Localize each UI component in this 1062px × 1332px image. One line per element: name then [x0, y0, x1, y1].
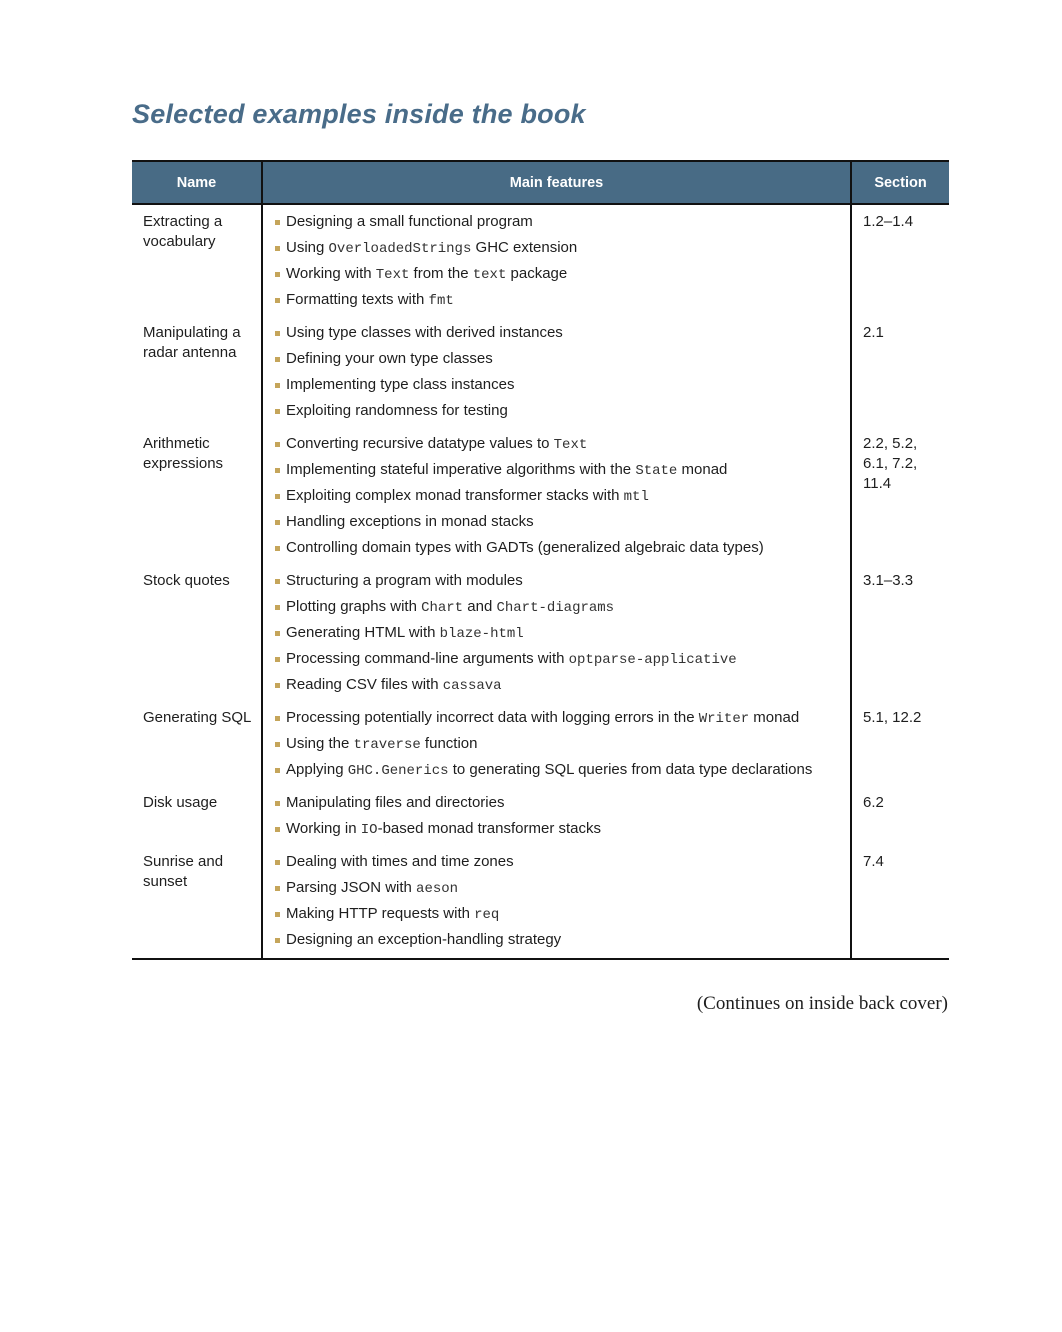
feature-text: Controlling domain types with GADTs (generalized algebraic data types): [286, 539, 764, 556]
table-row: [132, 427, 949, 564]
section-ref: 1.2–1.4: [851, 204, 949, 316]
feature-item: [275, 675, 846, 695]
feature-item: [275, 571, 846, 597]
feature-text: Reading CSV files with: [286, 676, 443, 693]
feature-item: [275, 401, 846, 421]
table-row: [132, 845, 949, 959]
feature-list: [275, 708, 846, 780]
feature-list: [275, 571, 846, 695]
code-term: Text: [375, 267, 410, 283]
feature-item: [275, 793, 846, 819]
section-ref: 2.2, 5.2, 6.1, 7.2, 11.4: [851, 427, 949, 564]
feature-text: monad: [749, 709, 800, 726]
feature-list: [275, 323, 846, 421]
feature-text: Defining your own type classes: [286, 350, 493, 367]
feature-item: [275, 734, 846, 760]
feature-text: Working in: [286, 820, 361, 837]
section-ref: 6.2: [851, 786, 949, 845]
feature-item: [275, 597, 846, 623]
code-term: Text: [553, 437, 588, 453]
feature-item: [275, 349, 846, 375]
feature-text: Dealing with times and time zones: [286, 853, 514, 870]
feature-text: Designing a small functional program: [286, 213, 533, 230]
feature-text: and: [463, 598, 497, 615]
feature-text: -based monad transformer stacks: [377, 820, 602, 837]
code-term: req: [474, 907, 500, 923]
code-term: blaze-html: [439, 626, 524, 642]
header-main-features: Main features: [262, 161, 851, 204]
feature-item: [275, 819, 846, 839]
feature-item: [275, 375, 846, 401]
header-section: Section: [851, 161, 949, 204]
code-term: cassava: [442, 678, 502, 694]
feature-text: to generating SQL queries from data type declarations: [448, 761, 813, 778]
feature-item: [275, 708, 846, 734]
feature-list: [275, 793, 846, 839]
code-term: IO: [360, 822, 378, 838]
table-row: [132, 204, 949, 316]
feature-text: monad: [677, 461, 728, 478]
feature-item: [275, 760, 846, 780]
example-name: Stock quotes: [143, 572, 230, 589]
feature-text: GHC extension: [471, 239, 578, 256]
feature-item: [275, 930, 846, 950]
feature-text: package: [506, 265, 568, 282]
feature-item: [275, 538, 846, 558]
feature-text: Structuring a program with modules: [286, 572, 523, 589]
code-term: mtl: [623, 489, 649, 505]
feature-list: [275, 852, 846, 950]
feature-text: Processing command-line arguments with: [286, 650, 569, 667]
example-name: Extracting a vocabulary: [143, 213, 223, 250]
examples-table: [132, 160, 949, 960]
continues-note: (Continues on inside back cover): [696, 993, 948, 1014]
code-term: aeson: [416, 881, 459, 897]
feature-text: Working with: [286, 265, 376, 282]
code-term: Chart-diagrams: [496, 600, 615, 616]
feature-list: [275, 434, 846, 558]
example-name: Sunrise and sunset: [143, 853, 224, 890]
example-name: Generating SQL: [143, 709, 252, 726]
feature-text: from the: [409, 265, 473, 282]
code-term: GHC.Generics: [347, 763, 449, 779]
code-term: traverse: [353, 737, 421, 753]
table-row: [132, 564, 949, 701]
code-term: Chart: [421, 600, 464, 616]
code-term: fmt: [428, 293, 454, 309]
table-row: [132, 786, 949, 845]
feature-item: [275, 434, 846, 460]
table-body: [132, 204, 949, 959]
feature-item: [275, 460, 846, 486]
main-features-cell: [262, 786, 851, 845]
feature-item: [275, 649, 846, 675]
main-features-cell: [262, 701, 851, 786]
feature-text: Making HTTP requests with: [286, 905, 475, 922]
section-ref: 3.1–3.3: [851, 564, 949, 701]
feature-text: Using: [286, 239, 329, 256]
example-name: Disk usage: [143, 794, 218, 811]
feature-item: [275, 212, 846, 238]
example-name: Arithmetic expressions: [143, 435, 224, 472]
main-features-cell: [262, 316, 851, 427]
feature-text: Handling exceptions in monad stacks: [286, 513, 534, 530]
feature-text: Implementing stateful imperative algorithms with the: [286, 461, 636, 478]
feature-text: Exploiting complex monad transformer stacks with: [286, 487, 624, 504]
feature-text: Parsing JSON with: [286, 879, 417, 896]
feature-text: Designing an exception-handling strategy: [286, 931, 562, 948]
code-term: text: [472, 267, 507, 283]
feature-text: Manipulating files and directories: [286, 794, 505, 811]
table-row: [132, 316, 949, 427]
header-name: Name: [132, 161, 262, 204]
feature-text: Converting recursive datatype values to: [286, 435, 554, 452]
main-features-cell: [262, 564, 851, 701]
code-term: State: [635, 463, 678, 479]
example-name: Manipulating a radar antenna: [143, 324, 241, 361]
table-header: [132, 161, 949, 204]
feature-text: Using type classes with derived instances: [286, 324, 563, 341]
feature-item: [275, 852, 846, 878]
feature-text: Applying: [286, 761, 348, 778]
feature-item: [275, 512, 846, 538]
feature-item: [275, 264, 846, 290]
table-row: [132, 701, 949, 786]
code-term: OverloadedStrings: [328, 241, 472, 257]
feature-text: Implementing type class instances: [286, 376, 515, 393]
feature-list: [275, 212, 846, 310]
feature-text: Plotting graphs with: [286, 598, 422, 615]
feature-item: [275, 323, 846, 349]
code-term: optparse-applicative: [568, 652, 737, 668]
code-term: Writer: [698, 711, 750, 727]
feature-item: [275, 486, 846, 512]
feature-item: [275, 290, 846, 310]
feature-text: Using the: [286, 735, 354, 752]
feature-item: [275, 878, 846, 904]
section-ref: 7.4: [851, 845, 949, 959]
main-features-cell: [262, 845, 851, 959]
feature-text: function: [420, 735, 478, 752]
feature-text: Generating HTML with: [286, 624, 440, 641]
feature-text: Processing potentially incorrect data with logging errors in the: [286, 709, 699, 726]
section-ref: 5.1, 12.2: [851, 701, 949, 786]
section-ref: 2.1: [851, 316, 949, 427]
main-features-cell: [262, 204, 851, 316]
feature-item: [275, 904, 846, 930]
feature-text: Formatting texts with: [286, 291, 429, 308]
main-features-cell: [262, 427, 851, 564]
feature-text: Exploiting randomness for testing: [286, 402, 508, 419]
feature-item: [275, 623, 846, 649]
page-title: Selected examples inside the book: [132, 99, 586, 129]
feature-item: [275, 238, 846, 264]
